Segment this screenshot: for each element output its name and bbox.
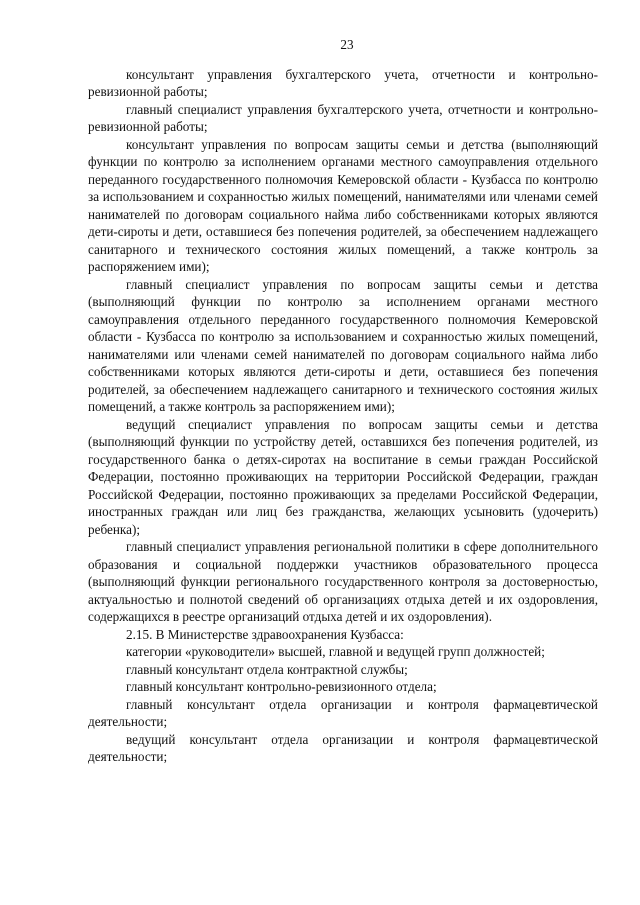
paragraph: главный консультант отдела организации и контроля фармацевтической деятельности; <box>88 696 598 729</box>
paragraph: консультант управления по вопросам защиты семьи и детства (выполняющий функции по контролю за исполнением органами местного самоуправления отдельного переданного государственного полномочия Кемеровской области - Кузбасса по контролю за использованием и сохранностью жилых помещений, нанимателями или членами семей нанимателей по договорам социального найма либо собственниками которых являются дети-сироты и дети, оставшиеся без попечения родителей, за обеспечением надлежащего санитарного и технического состояния жилых помещений, а также контроль за распоряжением ими); <box>88 136 598 274</box>
paragraph: главный консультант контрольно-ревизионного отдела; <box>126 679 437 694</box>
paragraph: категории «руководители» высшей, главной и ведущей групп должностей; <box>126 644 545 659</box>
paragraph: главный специалист управления региональной политики в сфере дополнительного образования и социальной поддержки участников образовательного процесса (выполняющий функции регионального государственного контроля за достоверностью, актуальностью и полнотой сведений об организациях отдыха детей и их оздоровления, содержащихся в реестре организаций отдыха детей и их оздоровления). <box>88 539 598 624</box>
paragraph: главный консультант отдела контрактной службы; <box>126 661 408 677</box>
paragraph: ведущий консультант отдела организации и контроля фармацевтической деятельности; <box>88 731 598 764</box>
page-number: 23 <box>340 37 354 52</box>
paragraph: ведущий специалист управления по вопросам защиты семьи и детства (выполняющий функции по устройству детей, оставшихся без попечения родителей, из государственного банка о детях-сиротах на воспитание в семьи граждан Российской Федерации, постоянно проживающих на территории Российской Федерации, граждан Российской Федерации, постоянно проживающих за пределами Российской Федерации, иностранных граждан или лиц без гражданства, желающих усыновить (удочерить) ребенка); <box>88 416 598 537</box>
paragraph: консультант управления бухгалтерского учета, отчетности и контрольно-ревизионной работы; <box>88 66 598 99</box>
paragraph: главный специалист управления бухгалтерского учета, отчетности и контрольно-ревизионной работы; <box>88 101 598 134</box>
section-heading: 2.15. В Министерстве здравоохранения Кузбасса: <box>126 626 404 642</box>
paragraph: главный специалист управления по вопросам защиты семьи и детства (выполняющий функции по контролю за исполнением органами местного самоуправления отдельного переданного государственного полномочия Кемеровской области - Кузбасса по контролю за использованием и сохранностью жилых помещений, нанимателями или членами семей нанимателей по договорам социального найма либо собственниками которых являются дети-сироты и дети, оставшиеся без попечения родителей, за обеспечением надлежащего санитарного и технического состояния жилых помещений, а также контроль за распоряжением ими); <box>88 276 598 414</box>
